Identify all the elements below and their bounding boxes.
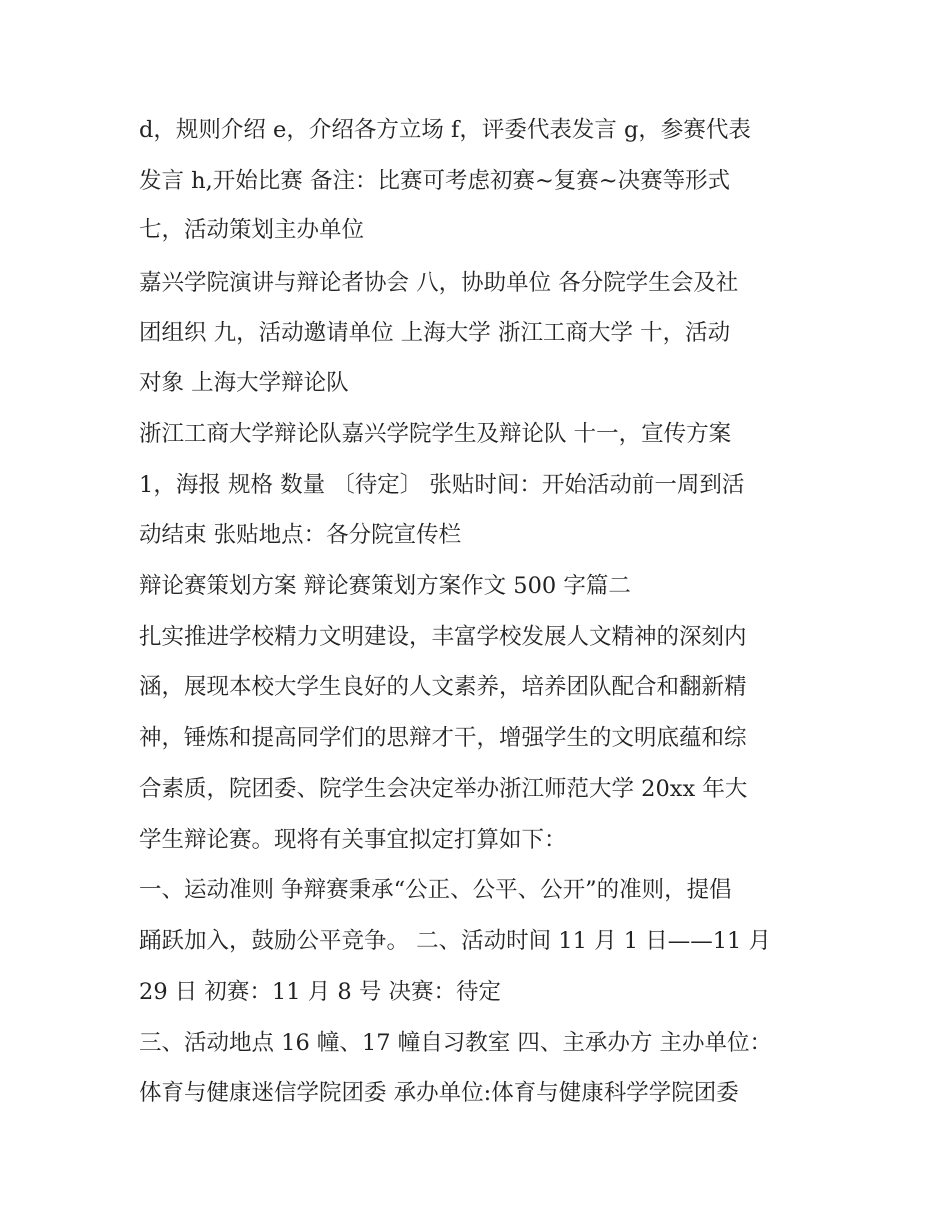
text-line: 合素质，院团委、院学生会决定举办浙江师范大学 20xx 年大	[139, 776, 748, 802]
text-line: 神，锤炼和提高同学们的思辩才干，增强学生的文明底蕴和综	[139, 725, 747, 751]
text-line: 嘉兴学院演讲与辩论者协会 八，协助单位 各分院学生会及社	[139, 270, 739, 296]
text-line: 学生辩论赛。现将有关事宜拟定打算如下：	[139, 827, 567, 853]
text-line: 涵，展现本校大学生良好的人文素养，培养团队配合和翻新精	[139, 674, 747, 700]
text-line: d，规则介绍 e，介绍各方立场 f，评委代表发言 g，参赛代表	[139, 117, 751, 143]
document-subtitle: 辩论赛策划方案 辩论赛策划方案作文 500 字篇二	[139, 573, 631, 599]
text-line: 踊跃加入，鼓励公平竞争。 二、活动时间 11 月 1 日——11 月	[139, 928, 771, 954]
text-line: 七，活动策划主办单位	[139, 217, 365, 243]
text-line: 体育与健康迷信学院团委 承办单位:体育与健康科学学院团委	[139, 1080, 739, 1106]
text-line: 一、运动准则 争辩赛秉承“公正、公平、公开”的准则，提倡	[139, 877, 732, 903]
text-line: 1，海报 规格 数量 〔待定〕 张贴时间：开始活动前一周到活	[139, 472, 745, 498]
text-line: 扎实推进学校精力文明建设，丰富学校发展人文精神的深刻内	[139, 624, 747, 650]
text-line: 三、活动地点 16 幢、17 幢自习教室 四、主承办方 主办单位：	[139, 1030, 773, 1056]
text-line: 浙江工商大学辩论队嘉兴学院学生及辩论队 十一，宣传方案	[139, 421, 732, 447]
text-line: 29 日 初赛：11 月 8 号 决赛：待定	[139, 979, 501, 1005]
text-line: 团组织 九，活动邀请单位 上海大学 浙江工商大学 十，活动	[139, 320, 731, 346]
text-line: 发言 h,开始比赛 备注：比赛可考虑初赛~复赛~决赛等形式	[139, 168, 731, 194]
text-line: 动结束 张贴地点：各分院宣传栏	[139, 522, 462, 548]
text-line: 对象 上海大学辩论队	[139, 370, 349, 396]
